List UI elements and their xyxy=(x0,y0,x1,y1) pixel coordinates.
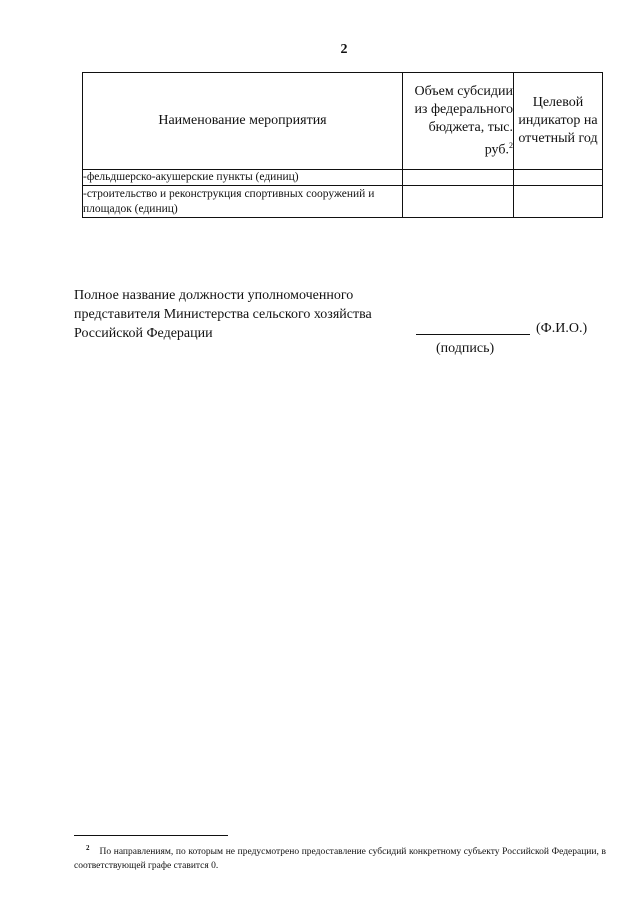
row-subsidy-cell xyxy=(403,186,514,218)
table-row xyxy=(83,186,603,218)
signature-line xyxy=(416,334,530,335)
official-position-text: Полное название должности уполномоченного представителя Министерства сельского хозяйства Российской Федерации xyxy=(74,288,372,341)
row-label: -строительство и реконструкция спортивных сооружений и площадок (единиц) xyxy=(83,186,403,218)
full-name-placeholder: (Ф.И.О.) xyxy=(536,321,588,336)
footnote-text: По направлениям, по которым не предусмотрено предоставление субсидий конкретному субъекту Российской Федерации, в соответствующей графе ставится 0. xyxy=(74,847,606,872)
table-header-row xyxy=(83,73,603,170)
table-row xyxy=(83,170,603,186)
header-activity-name: Наименование мероприятия xyxy=(83,73,403,170)
footnote-divider xyxy=(74,835,228,836)
footnote-ref: 2 xyxy=(509,140,513,150)
header-subsidy-volume xyxy=(403,73,514,170)
subsidy-table xyxy=(82,72,603,218)
row-label: -фельдшерско-акушерские пункты (единиц) xyxy=(83,170,403,186)
page-number: 2 xyxy=(340,42,348,57)
footnote-marker: 2 xyxy=(86,844,90,852)
header-subsidy-text: Объем субсидии из федерального бюджета, тыс. руб. xyxy=(414,83,513,158)
row-subsidy-cell xyxy=(403,170,514,186)
header-target-indicator: Целевой индикатор на отчетный год xyxy=(514,73,603,170)
row-indicator-cell xyxy=(514,170,603,186)
signature-caption: (подпись) xyxy=(436,341,495,356)
footnote xyxy=(74,841,606,873)
row-indicator-cell xyxy=(514,186,603,218)
